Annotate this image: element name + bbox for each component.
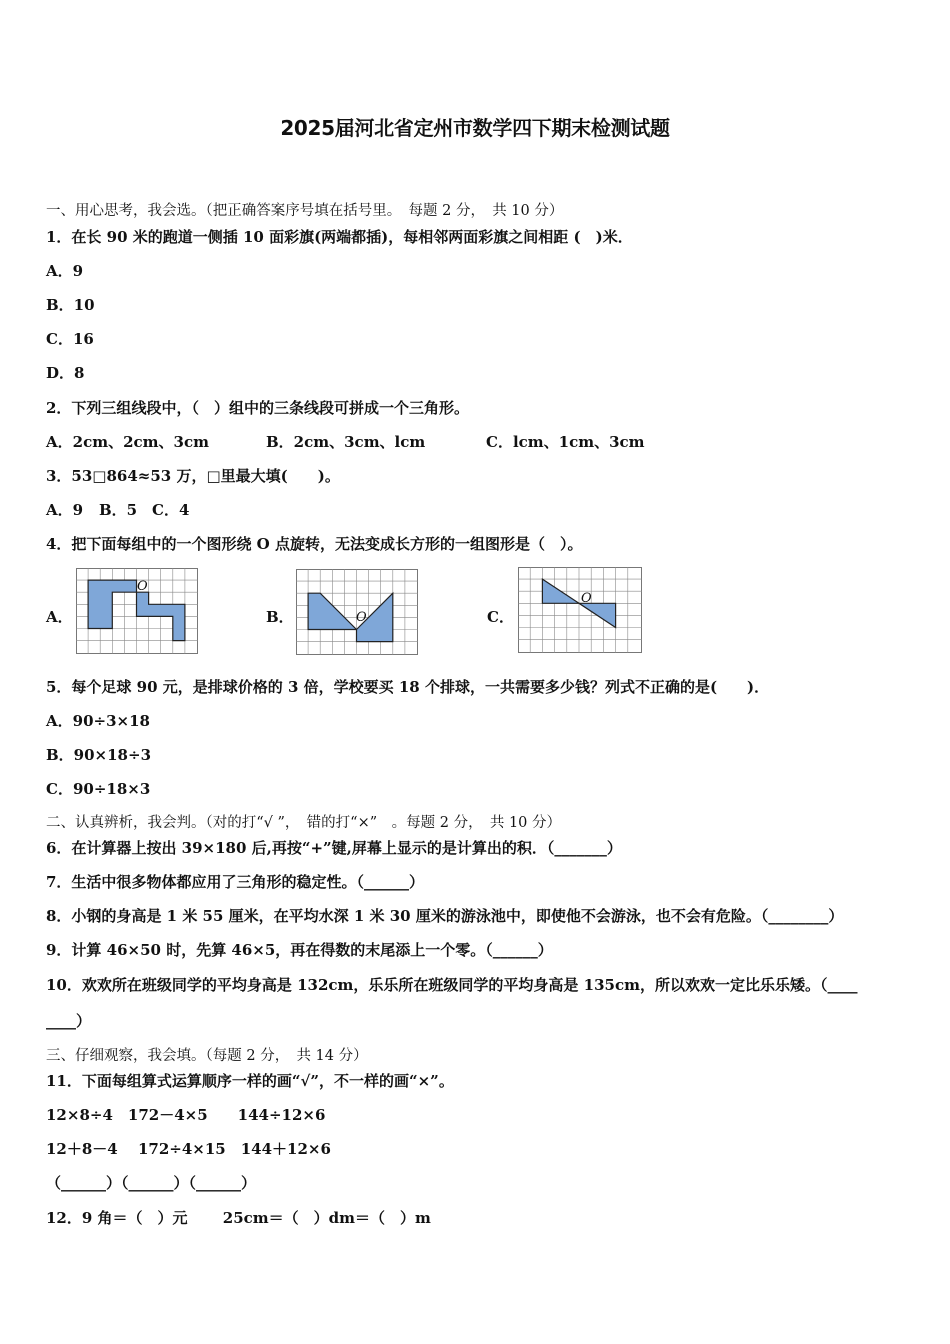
- q5-option-b: B．90×18÷3: [46, 746, 152, 764]
- q10-line1: 10．欢欢所在班级同学的平均身高是 132cm，乐乐所在班级同学的平均身高是 135cm，所以欢欢一定比乐乐矮。（____: [46, 976, 858, 994]
- q4-figure-b: [296, 569, 418, 659]
- q11-row2: 12＋8－4 172÷4×15 144＋12×6: [46, 1140, 331, 1158]
- q8: 8．小钢的身高是 1 米 55 厘米，在平均水深 1 米 30 厘米的游泳池中，即使他不会游泳，也不会有危险。（________）: [46, 907, 844, 925]
- q4-stem: 4．把下面每组中的一个图形绕 O 点旋转，无法变成长方形的一组图形是（ ）。: [46, 535, 583, 553]
- q4-option-a-label: A．: [46, 608, 73, 626]
- q3-option-b: B．5: [99, 501, 138, 519]
- q11-row1: 12×8÷4 172－4×5 144÷12×6: [46, 1106, 326, 1124]
- q7: 7．生活中很多物体都应用了三角形的稳定性。（______）: [46, 873, 424, 891]
- q3-option-c: C．4: [152, 501, 190, 519]
- q4-grid-c: [518, 567, 642, 653]
- q5-option-a: A．90÷3×18: [46, 712, 150, 730]
- section1-heading: 一、用心思考，我会选。（把正确答案序号填在括号里。 每题 2 分， 共 10 分）: [46, 203, 564, 219]
- q4-option-b-label: B．: [266, 608, 294, 626]
- q1-option-a: A．9: [46, 262, 84, 280]
- q1-option-d: D．8: [46, 364, 85, 382]
- section2-heading: 二、认真辨析，我会判。（对的打“√ ”， 错的打“×” 。每题 2 分， 共 10 分）: [46, 815, 562, 831]
- q11-answer-row: （______）（______）（______）: [46, 1174, 257, 1192]
- q12: 12．9 角＝（ ）元 25cm＝（ ）dm＝（ ）m: [46, 1209, 431, 1227]
- q4-figure-a: [76, 568, 198, 658]
- q4-grid-a: [76, 568, 198, 654]
- q9: 9．计算 46×50 时，先算 46×5，再在得数的末尾添上一个零。（______）: [46, 941, 553, 959]
- q3-options: [46, 500, 189, 520]
- q4-a-point-o: O: [137, 579, 148, 594]
- q3-option-a: A．9: [46, 501, 84, 519]
- page-title: 2025届河北省定州市数学四下期末检测试题: [280, 116, 670, 140]
- q4-grid-b: [296, 569, 418, 655]
- q2-option-c: C．lcm、1cm、3cm: [486, 433, 645, 451]
- section3-heading: 三、仔细观察，我会填。（每题 2 分， 共 14 分）: [46, 1048, 368, 1064]
- q2-option-a: A．2cm、2cm、3cm: [46, 433, 209, 451]
- q6: 6．在计算器上按出 39×180 后,再按“+”键,屏幕上显示的是计算出的积．（_______）: [46, 839, 622, 857]
- q1-option-b: B．10: [46, 296, 95, 314]
- q4-option-c-label: C．: [487, 608, 514, 626]
- q10-line2: ____）: [46, 1012, 92, 1030]
- q4-c-point-o: O: [581, 591, 592, 606]
- q4-figure-c: [518, 567, 642, 657]
- q5-option-c: C．90÷18×3: [46, 780, 151, 798]
- q3-stem: 3．53□864≈53 万，□里最大填( )。: [46, 467, 340, 485]
- q5-stem: 5．每个足球 90 元，是排球价格的 3 倍，学校要买 18 个排球，一共需要多少钱？列式不正确的是( )．: [46, 678, 770, 696]
- q11-stem: 11．下面每组算式运算顺序一样的画“√”，不一样的画“×”。: [46, 1072, 454, 1090]
- q2-stem: 2．下列三组线段中，（ ）组中的三条线段可拼成一个三角形。: [46, 399, 469, 417]
- q4-b-point-o: O: [356, 610, 367, 625]
- q1-stem: 1．在长 90 米的跑道一侧插 10 面彩旗(两端都插)，每相邻两面彩旗之间相距 ( )米．: [46, 228, 633, 246]
- q1-option-c: C．16: [46, 330, 94, 348]
- q2-options: [46, 432, 645, 452]
- q2-option-b: B．2cm、3cm、lcm: [266, 433, 426, 451]
